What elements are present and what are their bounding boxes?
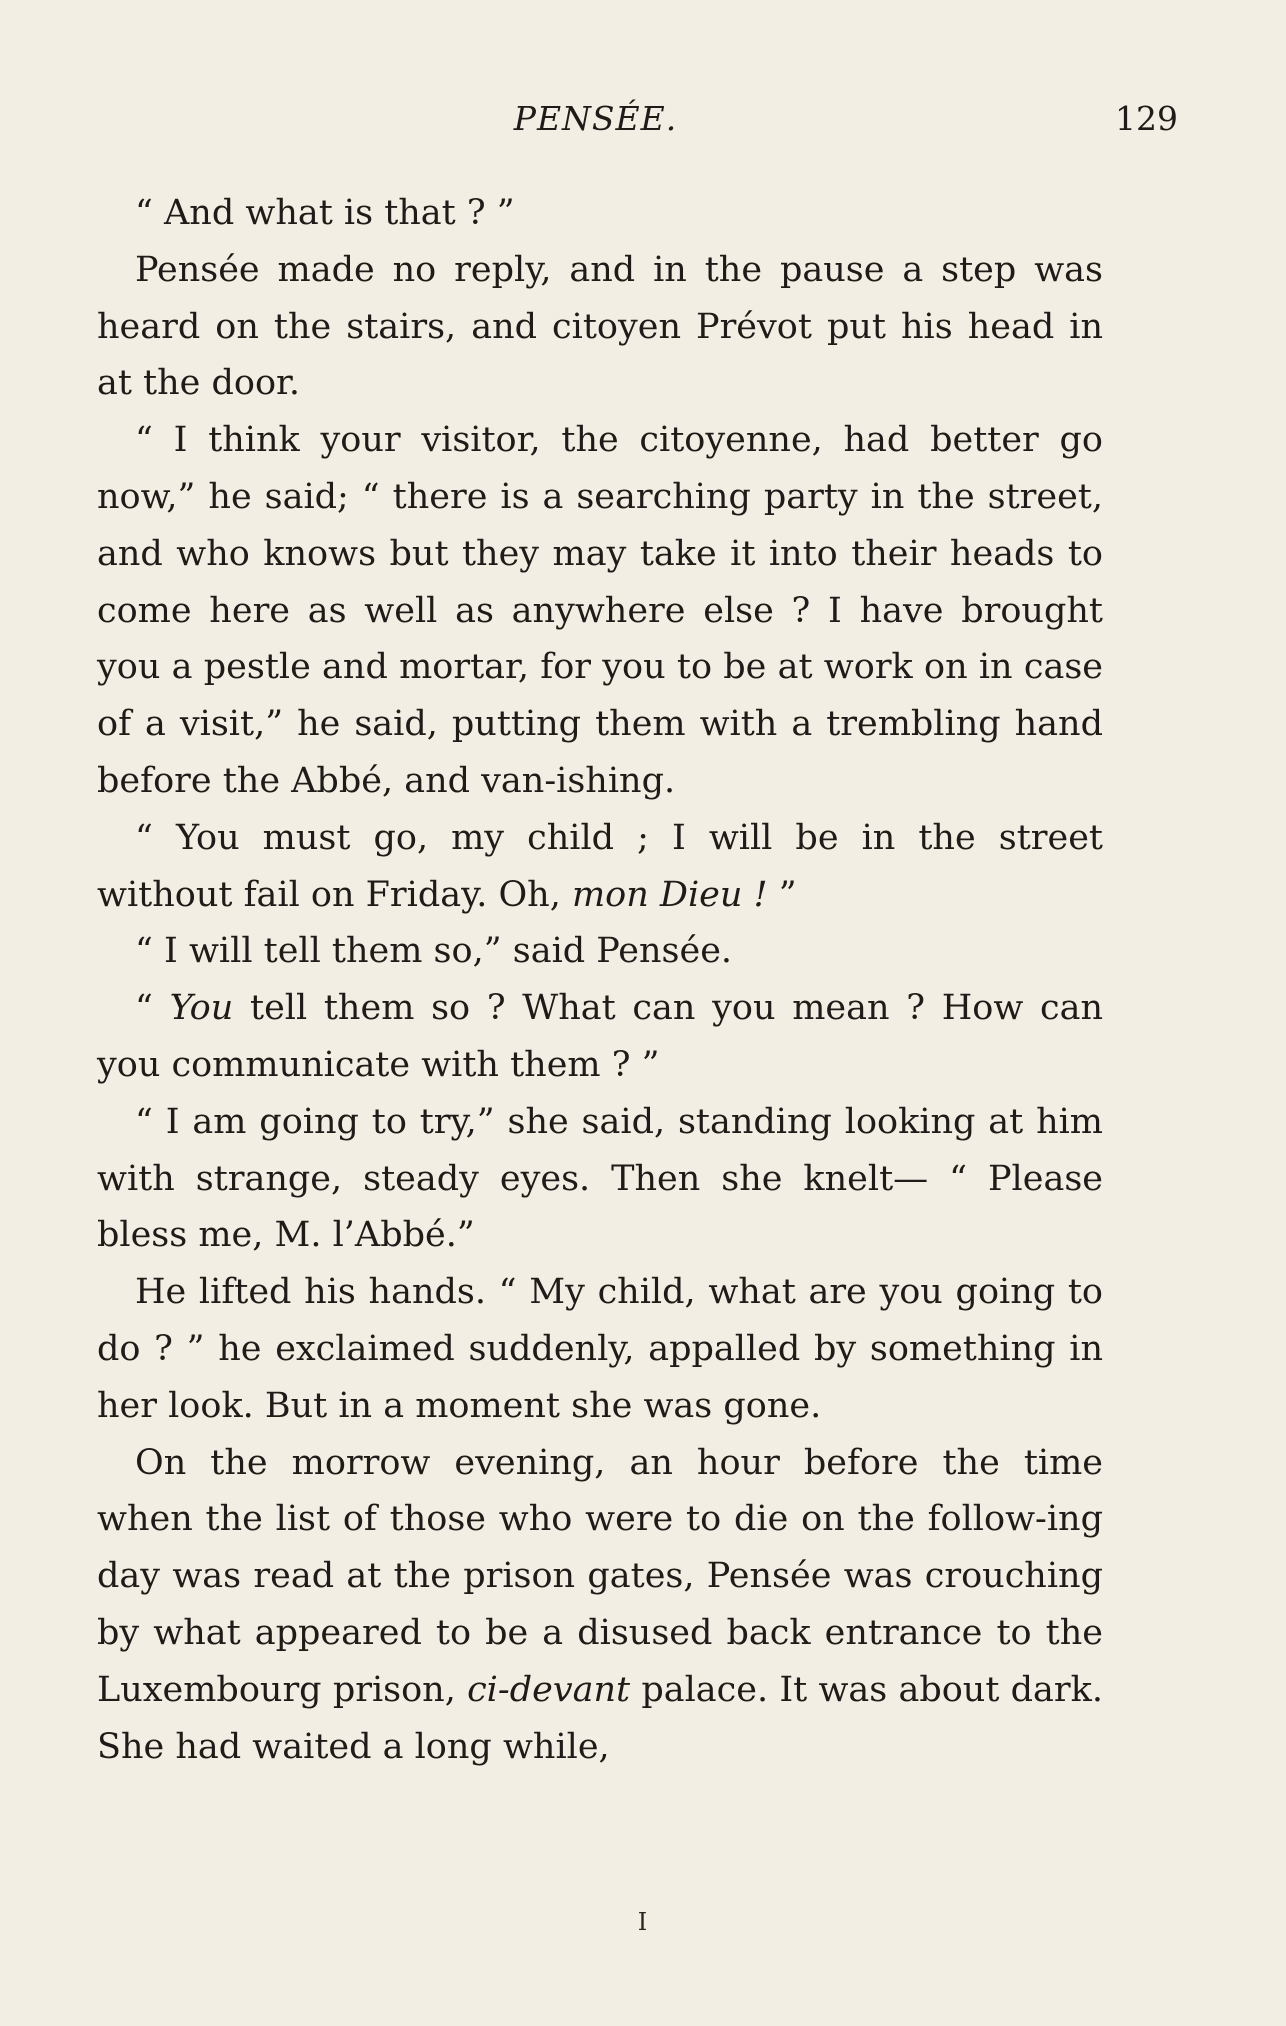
running-head	[95, 94, 1178, 144]
paragraph-9-part-1: On the morrow evening, an hour before the time when the list of those who were to die on the follow-ing day was read at the prison gates, Pensée was crouching by what appeared to be a disused back entrance to the Luxembourg prison,	[97, 1442, 1103, 1710]
paragraph-2-part-1: Pensée made no reply, and in the pause a step was heard on the stairs, and citoyen Prévot put his head in at the door.	[97, 249, 1103, 404]
paragraph-6-part-3: tell them so ? What can you mean ? How can you communicate with them ? ”	[97, 988, 1103, 1085]
paragraph-6-part-1: “	[135, 988, 170, 1029]
paragraph-8-part-1: He lifted his hands. “ My child, what are you going to do ? ” he exclaimed suddenly, appalled by something in her look. But in a moment she was gone.	[97, 1272, 1103, 1426]
paragraph-5-part-1: “ I will tell them so,” said Pensée.	[135, 931, 733, 972]
paragraph-7-part-1: “ I am going to try,” she said, standing looking at him with strange, steady eyes. Then she knelt— “ Please bless me, M. l’Abbé.”	[97, 1101, 1103, 1256]
paragraph-4-part-1: “ You must go, my child ; I will be in the street without fail on Friday. Oh,	[97, 817, 1103, 915]
paragraph-5	[97, 923, 1103, 980]
paragraph-1	[97, 185, 1103, 242]
paragraph-3	[97, 412, 1103, 810]
body-text	[97, 185, 1103, 1775]
paragraph-6	[97, 980, 1103, 1094]
paragraph-9-part-3: palace. It was about dark. She had waited a long while,	[97, 1669, 1103, 1767]
paragraph-1-part-1: “ And what is that ? ”	[135, 193, 515, 233]
paragraph-4-part-3: ”	[767, 874, 797, 915]
signature-mark: I	[637, 1908, 649, 1936]
page-number: 129	[1115, 99, 1178, 138]
paragraph-7	[97, 1094, 1103, 1264]
paragraph-9-part-2: ci-devant	[467, 1669, 631, 1710]
paragraph-2	[97, 242, 1103, 412]
paragraph-6-part-2: You	[169, 988, 234, 1029]
chapter-title: PENSÉE.	[513, 99, 678, 138]
paragraph-3-part-1: “ I think your visitor, the citoyenne, had better go now,” he said; “ there is a searching party in the street, and who knows but they may take it into their heads to come here as well as anywhere else ? I have brought you a pestle and mortar, for you to be at work on in case of a visit,” he said, putting them with a trembling hand before the Abbé, and van-ishing.	[97, 420, 1103, 801]
paragraph-8	[97, 1264, 1103, 1434]
paragraph-9	[97, 1435, 1103, 1776]
paragraph-4-part-2: mon Dieu !	[571, 874, 768, 915]
paragraph-4	[97, 810, 1103, 924]
